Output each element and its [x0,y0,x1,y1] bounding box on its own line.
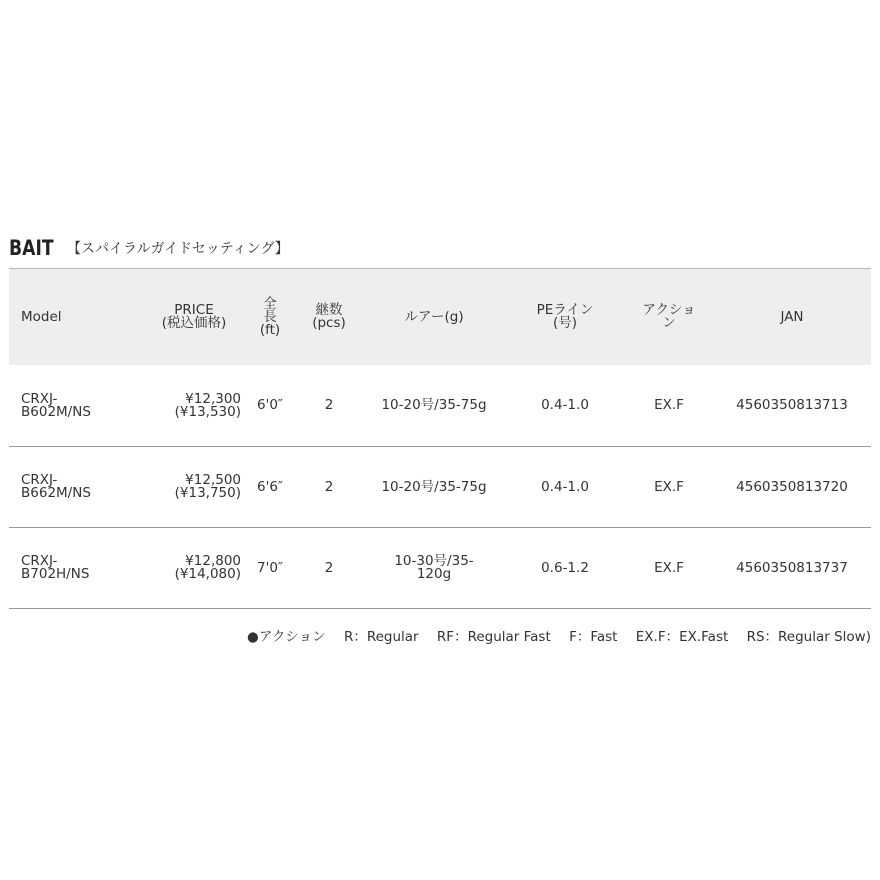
section-heading [9,230,871,266]
cell-model: CRXJ- B602M/NS [9,365,127,447]
legend-fast: F：Fast [569,629,618,645]
spec-section [9,230,871,609]
legend-regular-slow: RS：Regular Slow) [746,629,871,645]
cell-length: 7'0″ [245,528,295,609]
cell-price: ¥12,300 (¥13,530) [127,365,245,447]
cell-pe-line: 0.4-1.0 [505,365,625,447]
header-pieces: 継数 (pcs) [295,269,363,366]
cell-lure: 10-20号/35-75g [363,447,505,528]
table-row [9,447,871,528]
header-length: 全 長 (ft) [245,269,295,366]
cell-jan: 4560350813737 [713,528,871,609]
cell-action: EX.F [625,447,713,528]
spec-table [9,268,871,609]
cell-length: 6'0″ [245,365,295,447]
legend-regular-fast: RF：Regular Fast [436,629,551,645]
cell-pieces: 2 [295,365,363,447]
header-pe-line: PEライン (号) [505,269,625,366]
header-lure: ルアー(g) [363,269,505,366]
legend-ex-fast: EX.F：EX.Fast [635,629,729,645]
header-jan: JAN [713,269,871,366]
cell-jan: 4560350813713 [713,365,871,447]
cell-action: EX.F [625,365,713,447]
cell-jan: 4560350813720 [713,447,871,528]
table-header-row [9,269,871,366]
cell-price: ¥12,800 (¥14,080) [127,528,245,609]
cell-action: EX.F [625,528,713,609]
legend-regular: R：Regular [343,629,419,645]
cell-pe-line: 0.4-1.0 [505,447,625,528]
cell-pieces: 2 [295,528,363,609]
header-action: アクショ ン [625,269,713,366]
header-price: PRICE (税込価格) [127,269,245,366]
section-subtitle: 【スパイラルガイドセッティング】 [67,241,289,257]
table-row [9,528,871,609]
cell-lure: 10-20号/35-75g [363,365,505,447]
cell-price: ¥12,500 (¥13,750) [127,447,245,528]
table-row [9,365,871,447]
section-title: BAIT [9,236,54,260]
header-model: Model [9,269,127,366]
cell-lure: 10-30号/35- 120g [363,528,505,609]
cell-model: CRXJ- B702H/NS [9,528,127,609]
cell-pieces: 2 [295,447,363,528]
cell-pe-line: 0.6-1.2 [505,528,625,609]
legend-prefix: ●アクション [247,629,326,645]
cell-length: 6'6″ [245,447,295,528]
cell-model: CRXJ- B662M/NS [9,447,127,528]
action-legend [247,625,871,645]
